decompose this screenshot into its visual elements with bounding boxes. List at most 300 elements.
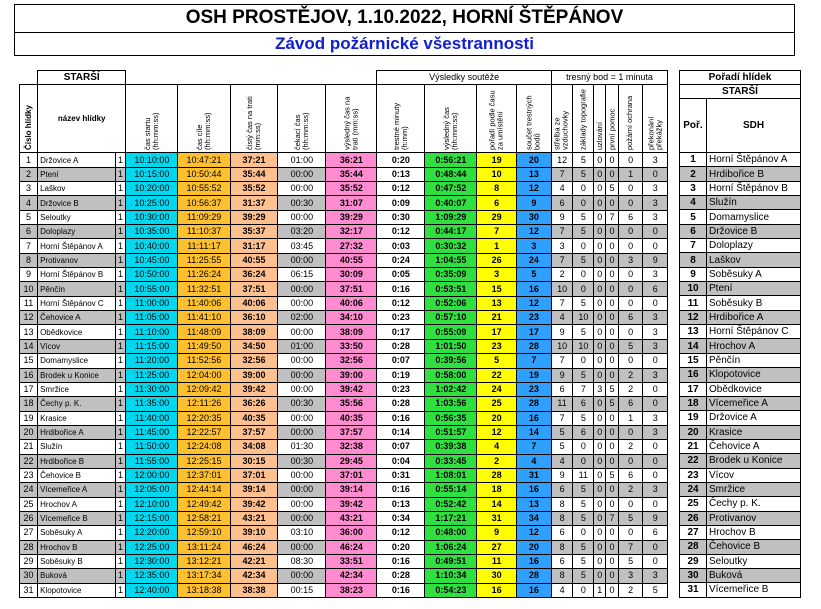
ranking-sdh: Domamyslice (707, 210, 801, 224)
row-knots: 0 (594, 225, 606, 239)
row-finish: 11:52:56 (178, 354, 230, 368)
ranking-sdh: Horní Štěpánov A (707, 153, 801, 167)
row-sum-points: 20 (516, 153, 551, 167)
row-topography: 0 (573, 440, 594, 454)
row-no: 3 (20, 182, 38, 196)
row-knots: 0 (594, 440, 606, 454)
row-finish: 10:50:44 (178, 167, 230, 181)
row-obstacle: 0 (643, 397, 668, 411)
row-count: 1 (115, 253, 126, 267)
row-penalty-min: 0:03 (377, 239, 425, 253)
row-no: 13 (20, 325, 38, 339)
page-title: OSH PROSTĚJOV, 1.10.2022, HORNÍ ŠTĚPÁNOV (14, 4, 795, 33)
row-name: Držovice B (38, 196, 116, 210)
row-penalty-min: 0:20 (377, 153, 425, 167)
row-sum-points: 34 (516, 511, 551, 525)
row-start: 10:45:00 (126, 253, 178, 267)
header-final-time: výsledný čas (hh:mm:ss) (425, 85, 477, 153)
row-order: 6 (477, 196, 516, 210)
row-no: 1 (20, 153, 38, 167)
row-clean: 40:35 (230, 411, 278, 425)
row-first-aid: 0 (606, 368, 619, 382)
row-finish: 11:49:50 (178, 339, 230, 353)
row-start: 11:25:00 (126, 368, 178, 382)
row-shooting: 9 (551, 468, 572, 482)
row-topography: 6 (573, 425, 594, 439)
ranking-row (680, 353, 801, 367)
row-clean: 46:24 (230, 540, 278, 554)
ranking-rank: 17 (680, 382, 707, 396)
row-clean: 40:55 (230, 253, 278, 267)
ranking-rank: 9 (680, 267, 707, 281)
table-row (20, 196, 668, 210)
row-wait: 00:00 (278, 411, 326, 425)
ranking-sdh: Obědkovice (707, 382, 801, 396)
ranking-title: Pořadí hlídek (680, 71, 801, 85)
row-clean: 35:44 (230, 167, 278, 181)
row-sum-points: 30 (516, 210, 551, 224)
row-finish: 12:59:10 (178, 526, 230, 540)
row-topography: 5 (573, 296, 594, 310)
row-final-time: 0:55:14 (425, 483, 477, 497)
row-first-aid: 0 (606, 440, 619, 454)
row-order: 25 (477, 397, 516, 411)
row-result-time: 39:29 (326, 210, 377, 224)
row-name: Soběsuky B (38, 554, 116, 568)
header-finish: čas cíle (hh:mm:ss) (178, 85, 230, 153)
row-knots: 0 (594, 569, 606, 583)
row-order: 8 (477, 182, 516, 196)
row-shooting: 10 (551, 282, 572, 296)
row-name: Horní Štěpánov C (38, 296, 116, 310)
row-clean: 32:56 (230, 354, 278, 368)
header-station-first-aid: první pomoc (606, 85, 619, 153)
row-obstacle: 3 (643, 339, 668, 353)
ranking-table (679, 70, 801, 598)
row-first-aid: 0 (606, 497, 619, 511)
ranking-rank: 31 (680, 583, 707, 597)
row-order: 9 (477, 526, 516, 540)
row-fire-protection: 6 (618, 397, 642, 411)
table-row (20, 210, 668, 224)
ranking-sdh: Buková (707, 568, 801, 582)
row-no: 27 (20, 526, 38, 540)
row-obstacle: 0 (643, 239, 668, 253)
ranking-row (680, 497, 801, 511)
ranking-sdh: Hrdibořice B (707, 167, 801, 181)
row-clean: 39:00 (230, 368, 278, 382)
ranking-rank: 16 (680, 368, 707, 382)
row-name: Čechy p. K. (38, 397, 116, 411)
row-finish: 11:25:55 (178, 253, 230, 267)
header-no: Číslo hlídky (20, 85, 38, 153)
row-shooting: 6 (551, 554, 572, 568)
row-result-time: 31:07 (326, 196, 377, 210)
row-topography: 5 (573, 325, 594, 339)
table-row (20, 167, 668, 181)
ranking-row (680, 210, 801, 224)
row-knots: 0 (594, 368, 606, 382)
row-obstacle: 0 (643, 440, 668, 454)
row-knots: 0 (594, 239, 606, 253)
row-fire-protection: 0 (618, 325, 642, 339)
row-shooting: 8 (551, 540, 572, 554)
row-finish: 11:10:37 (178, 225, 230, 239)
row-fire-protection: 2 (618, 483, 642, 497)
row-order: 29 (477, 210, 516, 224)
results-group-header: Výsledky soutěže (377, 71, 552, 85)
ranking-row (680, 554, 801, 568)
row-start: 11:00:00 (126, 296, 178, 310)
ranking-sdh: Klopotovice (707, 368, 801, 382)
header-station-obstacle: překonání překážky (643, 85, 668, 153)
row-knots: 0 (594, 339, 606, 353)
row-result-time: 36:21 (326, 153, 377, 167)
row-final-time: 1:04:55 (425, 253, 477, 267)
row-wait: 00:00 (278, 368, 326, 382)
row-first-aid: 7 (606, 210, 619, 224)
ranking-rank: 7 (680, 239, 707, 253)
row-fire-protection: 0 (618, 239, 642, 253)
row-obstacle: 0 (643, 296, 668, 310)
row-finish: 13:12:21 (178, 554, 230, 568)
row-sum-points: 17 (516, 325, 551, 339)
row-count: 1 (115, 526, 126, 540)
row-result-time: 39:14 (326, 483, 377, 497)
row-first-aid: 5 (606, 182, 619, 196)
ranking-rank: 6 (680, 224, 707, 238)
row-first-aid: 0 (606, 296, 619, 310)
row-clean: 35:37 (230, 225, 278, 239)
row-fire-protection: 0 (618, 196, 642, 210)
table-row (20, 339, 668, 353)
ranking-row (680, 339, 801, 353)
row-start: 11:10:00 (126, 325, 178, 339)
row-obstacle: 3 (643, 311, 668, 325)
row-fire-protection: 5 (618, 511, 642, 525)
row-no: 7 (20, 239, 38, 253)
row-count: 1 (115, 339, 126, 353)
row-wait: 00:00 (278, 182, 326, 196)
row-finish: 10:56:37 (178, 196, 230, 210)
row-knots: 0 (594, 253, 606, 267)
row-count: 1 (115, 296, 126, 310)
ranking-rank: 1 (680, 153, 707, 167)
row-clean: 37:57 (230, 425, 278, 439)
row-penalty-min: 0:16 (377, 583, 425, 597)
row-no: 25 (20, 497, 38, 511)
ranking-rank: 20 (680, 425, 707, 439)
row-clean: 37:21 (230, 153, 278, 167)
row-name: Hrochov B (38, 540, 116, 554)
row-knots: 0 (594, 554, 606, 568)
row-first-aid: 0 (606, 282, 619, 296)
row-shooting: 4 (551, 454, 572, 468)
row-start: 12:20:00 (126, 526, 178, 540)
table-row (20, 182, 668, 196)
row-topography: 0 (573, 196, 594, 210)
row-count: 1 (115, 225, 126, 239)
row-count: 1 (115, 368, 126, 382)
ranking-rank: 26 (680, 511, 707, 525)
ranking-category: STARŠÍ (680, 85, 801, 99)
row-knots: 0 (594, 468, 606, 482)
row-first-aid: 0 (606, 339, 619, 353)
row-knots: 1 (594, 583, 606, 597)
row-finish: 11:11:17 (178, 239, 230, 253)
row-penalty-min: 0:12 (377, 296, 425, 310)
row-first-aid: 0 (606, 311, 619, 325)
ranking-rank: 25 (680, 497, 707, 511)
table-row (20, 483, 668, 497)
ranking-rank: 19 (680, 411, 707, 425)
row-first-aid: 0 (606, 583, 619, 597)
row-name: Hrdibořice B (38, 454, 116, 468)
row-topography: 0 (573, 583, 594, 597)
row-topography: 0 (573, 454, 594, 468)
row-start: 11:45:00 (126, 425, 178, 439)
row-topography: 5 (573, 554, 594, 568)
table-row (20, 454, 668, 468)
row-obstacle: 0 (643, 540, 668, 554)
row-penalty-min: 0:20 (377, 540, 425, 554)
row-order: 3 (477, 268, 516, 282)
row-no: 30 (20, 569, 38, 583)
ranking-sdh: Hrdibořice A (707, 310, 801, 324)
row-first-aid: 0 (606, 454, 619, 468)
row-penalty-min: 0:12 (377, 526, 425, 540)
row-no: 4 (20, 196, 38, 210)
table-row (20, 583, 668, 597)
row-knots: 0 (594, 540, 606, 554)
row-clean: 36:24 (230, 268, 278, 282)
ranking-row (680, 181, 801, 195)
row-clean: 38:38 (230, 583, 278, 597)
ranking-sdh: Ptení (707, 282, 801, 296)
table-row (20, 153, 668, 167)
row-name: Pěnčín (38, 282, 116, 296)
ranking-rank: 22 (680, 454, 707, 468)
ranking-rank: 14 (680, 339, 707, 353)
row-wait: 00:00 (278, 253, 326, 267)
row-clean: 35:52 (230, 182, 278, 196)
row-start: 10:40:00 (126, 239, 178, 253)
row-fire-protection: 6 (618, 210, 642, 224)
row-clean: 34:50 (230, 339, 278, 353)
ranking-row (680, 153, 801, 167)
row-count: 1 (115, 196, 126, 210)
row-topography: 5 (573, 368, 594, 382)
row-sum-points: 14 (516, 425, 551, 439)
row-fire-protection: 0 (618, 225, 642, 239)
row-final-time: 1:06:24 (425, 540, 477, 554)
row-count: 1 (115, 554, 126, 568)
row-penalty-min: 0:34 (377, 511, 425, 525)
row-knots: 0 (594, 210, 606, 224)
ranking-row (680, 296, 801, 310)
row-finish: 12:44:14 (178, 483, 230, 497)
row-name: Doloplazy (38, 225, 116, 239)
row-result-time: 39:42 (326, 382, 377, 396)
row-result-time: 39:00 (326, 368, 377, 382)
row-clean: 39:29 (230, 210, 278, 224)
table-row (20, 411, 668, 425)
row-order: 13 (477, 296, 516, 310)
row-finish: 10:47:21 (178, 153, 230, 167)
row-name: Vícov (38, 339, 116, 353)
row-finish: 12:22:57 (178, 425, 230, 439)
row-result-time: 46:24 (326, 540, 377, 554)
header-sum-points: součet trestných bodů (516, 85, 551, 153)
row-wait: 00:00 (278, 425, 326, 439)
row-count: 1 (115, 282, 126, 296)
row-shooting: 9 (551, 210, 572, 224)
row-sum-points: 4 (516, 454, 551, 468)
row-shooting: 5 (551, 425, 572, 439)
row-finish: 11:09:29 (178, 210, 230, 224)
row-count: 1 (115, 210, 126, 224)
row-shooting: 5 (551, 440, 572, 454)
row-name: Horní Štěpánov A (38, 239, 116, 253)
row-obstacle: 9 (643, 511, 668, 525)
row-penalty-min: 0:28 (377, 569, 425, 583)
ranking-row (680, 310, 801, 324)
table-row (20, 554, 668, 568)
row-first-aid: 0 (606, 526, 619, 540)
row-order: 17 (477, 325, 516, 339)
row-clean: 31:37 (230, 196, 278, 210)
ranking-sdh: Držovice B (707, 224, 801, 238)
row-no: 15 (20, 354, 38, 368)
row-start: 10:20:00 (126, 182, 178, 196)
header-station-topography: základy topografie (573, 85, 594, 153)
row-wait: 00:00 (278, 540, 326, 554)
row-topography: 5 (573, 411, 594, 425)
row-final-time: 0:35:09 (425, 268, 477, 282)
ranking-sdh: Hrochov B (707, 525, 801, 539)
row-wait: 03:10 (278, 526, 326, 540)
row-shooting: 11 (551, 397, 572, 411)
row-obstacle: 0 (643, 382, 668, 396)
row-sum-points: 19 (516, 368, 551, 382)
row-result-time: 36:00 (326, 526, 377, 540)
row-fire-protection: 0 (618, 296, 642, 310)
row-fire-protection: 5 (618, 554, 642, 568)
ranking-row (680, 411, 801, 425)
row-penalty-min: 0:23 (377, 382, 425, 396)
row-first-aid: 0 (606, 554, 619, 568)
row-finish: 12:11:26 (178, 397, 230, 411)
row-finish: 12:20:35 (178, 411, 230, 425)
row-final-time: 0:52:42 (425, 497, 477, 511)
row-sum-points: 12 (516, 225, 551, 239)
row-first-aid: 0 (606, 425, 619, 439)
row-final-time: 0:44:17 (425, 225, 477, 239)
row-count: 1 (115, 540, 126, 554)
row-order: 14 (477, 497, 516, 511)
row-shooting: 3 (551, 239, 572, 253)
row-order: 15 (477, 282, 516, 296)
ranking-row (680, 382, 801, 396)
row-topography: 0 (573, 182, 594, 196)
ranking-sdh: Brodek u Konice (707, 454, 801, 468)
row-first-aid: 5 (606, 397, 619, 411)
row-count: 1 (115, 569, 126, 583)
header-clean: čistý čas na trati (mm:ss) (230, 85, 278, 153)
row-wait: 03:20 (278, 225, 326, 239)
row-count: 1 (115, 268, 126, 282)
row-sum-points: 31 (516, 468, 551, 482)
ranking-rank: 23 (680, 468, 707, 482)
row-finish: 13:11:24 (178, 540, 230, 554)
row-fire-protection: 2 (618, 440, 642, 454)
row-fire-protection: 0 (618, 268, 642, 282)
row-penalty-min: 0:05 (377, 268, 425, 282)
row-sum-points: 20 (516, 540, 551, 554)
table-row (20, 440, 668, 454)
row-fire-protection: 0 (618, 354, 642, 368)
row-wait: 00:00 (278, 497, 326, 511)
row-fire-protection: 0 (618, 282, 642, 296)
row-count: 1 (115, 425, 126, 439)
row-topography: 5 (573, 153, 594, 167)
row-name: Obědkovice (38, 325, 116, 339)
row-start: 11:40:00 (126, 411, 178, 425)
row-fire-protection: 7 (618, 540, 642, 554)
ranking-row (680, 196, 801, 210)
ranking-rank: 21 (680, 439, 707, 453)
row-knots: 0 (594, 354, 606, 368)
row-wait: 00:00 (278, 325, 326, 339)
row-start: 12:15:00 (126, 511, 178, 525)
header-wait: čekací čas (hh:mm:ss) (278, 85, 326, 153)
ranking-row (680, 425, 801, 439)
row-result-time: 38:23 (326, 583, 377, 597)
row-final-time: 0:39:56 (425, 354, 477, 368)
row-count: 1 (115, 239, 126, 253)
row-start: 12:05:00 (126, 483, 178, 497)
row-start: 12:40:00 (126, 583, 178, 597)
row-finish: 12:58:21 (178, 511, 230, 525)
row-final-time: 0:52:06 (425, 296, 477, 310)
row-count: 1 (115, 497, 126, 511)
ranking-rank: 27 (680, 525, 707, 539)
penalty-group-header: tresný bod = 1 minuta (551, 71, 667, 85)
row-result-time: 40:06 (326, 296, 377, 310)
row-topography: 10 (573, 339, 594, 353)
row-knots: 0 (594, 311, 606, 325)
row-obstacle: 0 (643, 225, 668, 239)
row-first-aid: 0 (606, 540, 619, 554)
row-final-time: 0:53:51 (425, 282, 477, 296)
results-table (19, 70, 668, 598)
row-knots: 0 (594, 425, 606, 439)
row-count: 1 (115, 583, 126, 597)
row-sum-points: 12 (516, 182, 551, 196)
row-order: 27 (477, 540, 516, 554)
row-fire-protection: 1 (618, 411, 642, 425)
row-fire-protection: 6 (618, 311, 642, 325)
row-shooting: 7 (551, 354, 572, 368)
row-first-aid: 0 (606, 167, 619, 181)
row-penalty-min: 0:23 (377, 311, 425, 325)
row-count: 1 (115, 354, 126, 368)
row-penalty-min: 0:14 (377, 425, 425, 439)
row-sum-points: 28 (516, 569, 551, 583)
row-result-time: 35:52 (326, 182, 377, 196)
row-clean: 37:51 (230, 282, 278, 296)
table-row (20, 268, 668, 282)
